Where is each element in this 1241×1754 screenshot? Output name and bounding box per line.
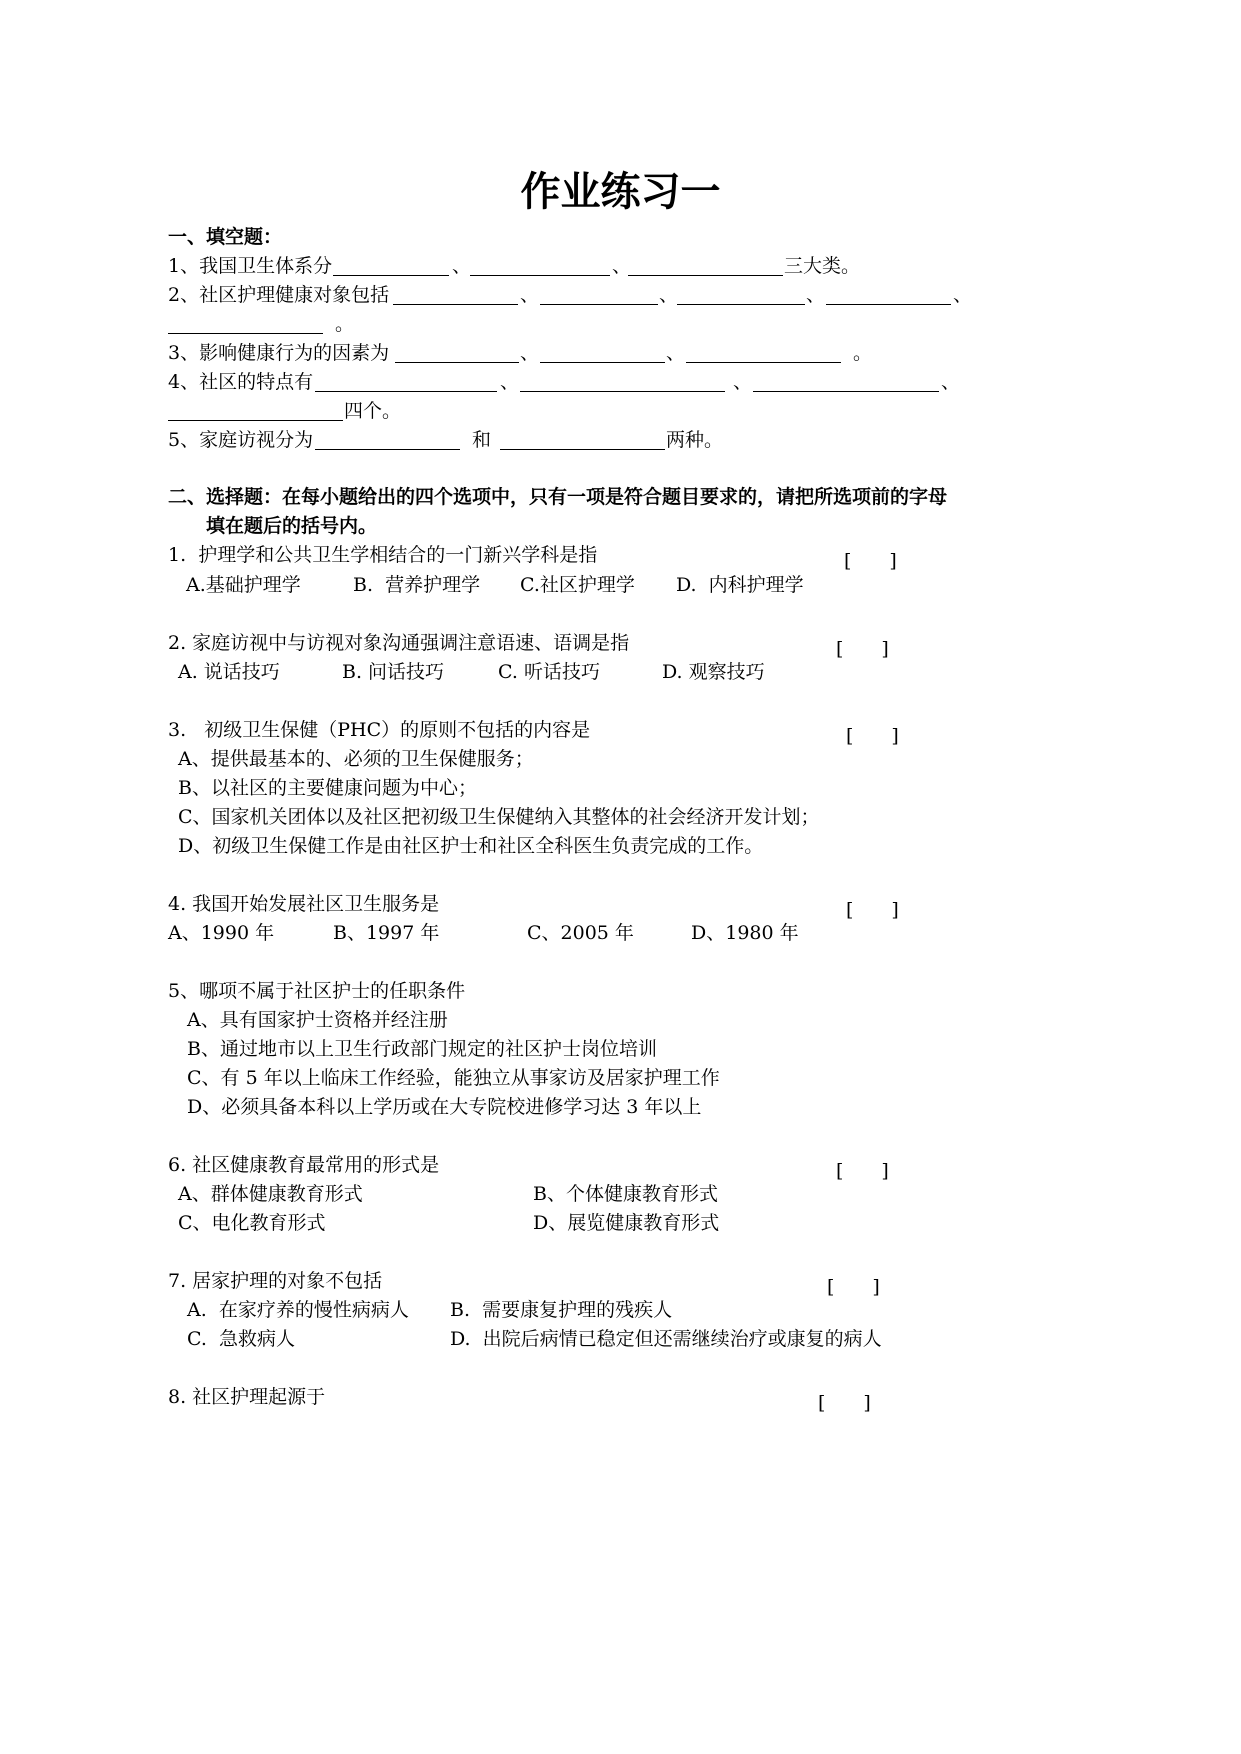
fill-q1-sep2: 、	[612, 255, 632, 277]
choice-q5-option-d: D、必须具备本科以上学历或在大专院校进修学习达 3 年以上	[187, 1096, 702, 1118]
fill-q5-blank-1[interactable]	[315, 449, 460, 450]
fill-q2-blank-5[interactable]	[168, 333, 323, 334]
fill-q1-sep1: 、	[452, 255, 472, 277]
choice-q4-stem: 4. 我国开始发展社区卫生服务是	[168, 893, 440, 915]
choice-q3-answer-bracket[interactable]: [ ]	[846, 725, 899, 747]
fill-q1-suffix: 三大类。	[784, 255, 861, 277]
fill-q2-blank-1[interactable]	[393, 304, 518, 305]
fill-q4-sep: 、	[941, 371, 961, 393]
choice-q1-stem: 1. 护理学和公共卫生学相结合的一门新兴学科是指	[168, 544, 598, 566]
fill-q1-blank-3[interactable]	[628, 275, 783, 276]
choice-q3-stem: 3. 初级卫生保健（PHC）的原则不包括的内容是	[168, 719, 591, 741]
fill-q5-suffix: 两种。	[666, 429, 724, 451]
fill-q2-sep: 、	[520, 284, 540, 306]
choice-q8-answer-bracket[interactable]: [ ]	[818, 1392, 871, 1414]
fill-q5-prefix: 5、家庭访视分为	[168, 429, 314, 451]
fill-q2-blank-4[interactable]	[826, 304, 951, 305]
fill-q4-prefix: 4、社区的特点有	[168, 371, 314, 393]
choice-q2-option-b: B. 问话技巧	[342, 661, 445, 683]
section1-heading: 一、填空题：	[168, 226, 283, 248]
fill-q3-blank-2[interactable]	[540, 362, 665, 363]
fill-q4-sep: 、	[500, 371, 520, 393]
choice-q2-option-c: C. 听话技巧	[498, 661, 600, 683]
fill-q3-sep: 、	[666, 342, 686, 364]
choice-q2-answer-bracket[interactable]: [ ]	[836, 638, 889, 660]
fill-q1-prefix: 1、我国卫生体系分	[168, 255, 333, 277]
fill-q3-sep: 、	[520, 342, 540, 364]
fill-q2-end: 。	[335, 313, 355, 335]
fill-q4-blank-1[interactable]	[315, 391, 497, 392]
choice-q6-option-c: C、电化教育形式	[178, 1212, 326, 1234]
fill-q1-blank-2[interactable]	[470, 275, 610, 276]
choice-q1-option-b: B. 营养护理学	[353, 574, 481, 596]
fill-q2-sep: 、	[953, 284, 973, 306]
fill-q5-mid: 和	[472, 429, 492, 451]
choice-q4-option-b: B、1997 年	[333, 922, 440, 944]
fill-q4-suffix: 四个。	[344, 400, 402, 422]
fill-q2-sep: 、	[806, 284, 826, 306]
choice-q2-option-a: A. 说话技巧	[178, 661, 280, 683]
fill-q1-blank-1[interactable]	[333, 275, 449, 276]
fill-q4-sep: 、	[733, 371, 753, 393]
choice-q1-option-c: C.社区护理学	[520, 574, 635, 596]
choice-q6-stem: 6. 社区健康教育最常用的形式是	[168, 1154, 440, 1176]
fill-q4-blank-2[interactable]	[520, 391, 725, 392]
choice-q7-answer-bracket[interactable]: [ ]	[827, 1276, 880, 1298]
choice-q3-option-a: A、提供最基本的、必须的卫生保健服务；	[178, 748, 534, 770]
fill-q3-blank-1[interactable]	[395, 362, 519, 363]
choice-q4-option-a: A、1990 年	[168, 922, 275, 944]
choice-q3-option-c: C、国家机关团体以及社区把初级卫生保健纳入其整体的社会经济开发计划；	[178, 806, 820, 828]
choice-q4-answer-bracket[interactable]: [ ]	[846, 899, 899, 921]
choice-q6-option-a: A、群体健康教育形式	[178, 1183, 363, 1205]
choice-q6-option-d: D、展览健康教育形式	[533, 1212, 720, 1234]
fill-q4-blank-3[interactable]	[753, 391, 939, 392]
choice-q5-option-a: A、具有国家护士资格并经注册	[187, 1009, 448, 1031]
fill-q2-prefix: 2、社区护理健康对象包括	[168, 284, 390, 306]
fill-q2-blank-3[interactable]	[677, 304, 805, 305]
choice-q7-option-a: A. 在家疗养的慢性病病人	[187, 1299, 409, 1321]
choice-q7-option-c: C. 急救病人	[187, 1328, 295, 1350]
choice-q5-stem: 5、哪项不属于社区护士的任职条件	[168, 980, 466, 1002]
choice-q6-answer-bracket[interactable]: [ ]	[836, 1160, 889, 1182]
fill-q2-blank-2[interactable]	[540, 304, 658, 305]
choice-q4-option-d: D、1980 年	[691, 922, 799, 944]
page-title: 作业练习一	[520, 169, 721, 215]
choice-q3-option-b: B、以社区的主要健康问题为中心；	[178, 777, 477, 799]
choice-q1-option-d: D. 内科护理学	[676, 574, 804, 596]
choice-q1-answer-bracket[interactable]: [ ]	[844, 550, 897, 572]
choice-q1-option-a: A.基础护理学	[186, 574, 301, 596]
fill-q5-blank-2[interactable]	[500, 449, 665, 450]
choice-q5-option-c: C、有 5 年以上临床工作经验，能独立从事家访及居家护理工作	[187, 1067, 720, 1089]
choice-q8-stem: 8. 社区护理起源于	[168, 1386, 326, 1408]
choice-q7-stem: 7. 居家护理的对象不包括	[168, 1270, 383, 1292]
choice-q7-option-d: D. 出院后病情已稳定但还需继续治疗或康复的病人	[450, 1328, 882, 1350]
fill-q2-sep: 、	[659, 284, 679, 306]
section2-heading-cont: 填在题后的括号内。	[206, 515, 378, 537]
choice-q3-option-d: D、初级卫生保健工作是由社区护士和社区全科医生负责完成的工作。	[178, 835, 764, 857]
fill-q4-blank-4[interactable]	[168, 420, 343, 421]
choice-q2-stem: 2. 家庭访视中与访视对象沟通强调注意语速、语调是指	[168, 632, 630, 654]
fill-q3-prefix: 3、影响健康行为的因素为	[168, 342, 390, 364]
choice-q5-option-b: B、通过地市以上卫生行政部门规定的社区护士岗位培训	[187, 1038, 657, 1060]
fill-q3-blank-3[interactable]	[686, 362, 841, 363]
section2-heading: 二、选择题：在每小题给出的四个选项中，只有一项是符合题目要求的，请把所选项前的字母	[168, 486, 948, 508]
choice-q6-option-b: B、个体健康教育形式	[533, 1183, 718, 1205]
choice-q7-option-b: B. 需要康复护理的残疾人	[450, 1299, 673, 1321]
choice-q4-option-c: C、2005 年	[527, 922, 634, 944]
choice-q2-option-d: D. 观察技巧	[662, 661, 765, 683]
fill-q3-end: 。	[853, 342, 873, 364]
